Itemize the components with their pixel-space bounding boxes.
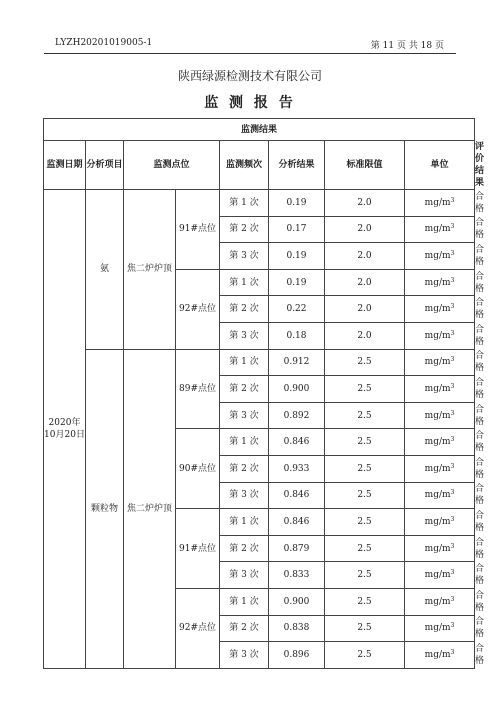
unit-base: mg/m <box>424 490 451 501</box>
result-cell: 0.18 <box>269 322 325 349</box>
frequency-cell: 第 1 次 <box>220 588 269 615</box>
result-cell: 0.846 <box>269 482 325 509</box>
unit-cell <box>405 216 475 243</box>
result-cell: 0.896 <box>269 642 325 669</box>
unit-cell <box>405 296 475 323</box>
column-header-date: 监测日期 <box>44 141 86 190</box>
page-number: 第 11 页 共 18 页 <box>370 41 444 51</box>
unit-exponent: 3 <box>450 276 455 284</box>
unit-cell <box>405 429 475 456</box>
limit-cell: 2.5 <box>325 588 405 615</box>
monitoring-point: 89#点位 <box>176 349 220 429</box>
unit-cell <box>405 588 475 615</box>
unit-base: mg/m <box>424 543 451 554</box>
table-row: 92#点位 第 1 次 0.900 2.5 $mg/m^3$ 合格 <box>44 588 475 615</box>
limit-cell: 2.5 <box>325 455 405 482</box>
table-row: 第 2 次 0.933 2.5 $mg/m^3$ 合格 <box>44 455 475 482</box>
unit-exponent: 3 <box>450 382 455 390</box>
column-header-location: 监测点位 <box>124 141 220 190</box>
column-header-item: 分析项目 <box>86 141 124 190</box>
limit-cell: 2.5 <box>325 535 405 562</box>
table-row: 第 3 次 0.892 2.5 $mg/m^3$ 合格 <box>44 402 475 429</box>
table-row: 第 3 次 0.19 2.0 $mg/m^3$ 合格 <box>44 243 475 270</box>
frequency-cell: 第 2 次 <box>220 455 269 482</box>
monitoring-location: 焦二炉炉顶 <box>124 190 176 350</box>
unit-cell <box>405 535 475 562</box>
result-cell: 0.19 <box>269 243 325 270</box>
analysis-item: 氨 <box>86 190 124 350</box>
result-cell: 0.900 <box>269 376 325 403</box>
result-cell: 0.19 <box>269 190 325 217</box>
unit-exponent: 3 <box>450 622 455 630</box>
company-name: 陕西绿源检测技术有限公司 <box>177 69 322 83</box>
unit-base: mg/m <box>424 357 451 368</box>
column-header-result: 分析结果 <box>269 141 325 190</box>
result-cell: 0.892 <box>269 402 325 429</box>
monitoring-point: 91#点位 <box>176 509 220 589</box>
result-cell: 0.846 <box>269 509 325 536</box>
monitoring-point: 92#点位 <box>176 588 220 668</box>
result-cell: 0.17 <box>269 216 325 243</box>
unit-cell <box>405 322 475 349</box>
unit-exponent: 3 <box>450 462 455 470</box>
table-row: 第 3 次 0.846 2.5 $mg/m^3$ 合格 <box>44 482 475 509</box>
result-cell: 0.900 <box>269 588 325 615</box>
limit-cell: 2.0 <box>325 269 405 296</box>
frequency-cell: 第 3 次 <box>220 402 269 429</box>
limit-cell: 2.0 <box>325 296 405 323</box>
table-row: 第 2 次 0.22 2.0 $mg/m^3$ 合格 <box>44 296 475 323</box>
unit-base: mg/m <box>424 437 451 448</box>
unit-base: mg/m <box>424 383 451 394</box>
monitoring-results-table: 监测结果 监测日期 分析项目 监测点位 监测频次 分析结果 标准限值 单位 评价结果 2020年10月20日 氨 焦二炉炉顶 91#点位 第 1 次 0.19 2.0 $mg/m^3$ 合格 第 2 次 0.17 2.0 $mg/m^3$ 合格 第 3 次 0.19 2.0 $mg/m^3$ 合格 92#点位 第 1 次 0.19 2.0 $mg/m^3$ 合格 第 2 次 0.22 2.0 $mg/m^3$ 合格 第 3 次 0.18 2.0 $mg/m^3$ 合格 颗粒物 焦二炉炉顶 89#点位 第 1 次 0.912 2.5 $mg/m^3$ 合格 第 2 次 0.900 2.5 $mg/m^3$ 合格 第 3 次 0.892 2.5 $mg/m^3$ 合格 90#点位 第 1 次 0.846 2.5 $mg/m^3$ 合格 第 2 次 0.933 2.5 $mg/m^3$ 合格 第 3 次 0.846 2.5 $mg/m^3$ 合格 91#点位 第 1 次 0.846 2.5 $mg/m^3$ 合格 第 2 次 0.879 2.5 $mg/m^3$ 合格 第 3 次 0.833 2.5 $mg/m^3$ 合格 92#点位 第 1 次 0.900 2.5 $mg/m^3$ 合格 第 2 次 0.838 2.5 $mg/m^3$ 合格 第 3 次 0.896 2.5 $mg/m^3$ 合格 <box>43 118 475 669</box>
table-row: 92#点位 第 1 次 0.19 2.0 $mg/m^3$ 合格 <box>44 269 475 296</box>
page-title: 监 测 报 告 <box>204 95 296 111</box>
unit-exponent: 3 <box>450 542 455 550</box>
unit-base: mg/m <box>424 224 451 235</box>
table-row: 2020年10月20日 氨 焦二炉炉顶 91#点位 第 1 次 0.19 2.0 $mg/m^3$ 合格 <box>44 190 475 217</box>
frequency-cell: 第 2 次 <box>220 615 269 642</box>
result-cell: 0.846 <box>269 429 325 456</box>
unit-exponent: 3 <box>450 436 455 444</box>
unit-exponent: 3 <box>450 489 455 497</box>
unit-exponent: 3 <box>450 595 455 603</box>
unit-exponent: 3 <box>450 648 455 656</box>
unit-base: mg/m <box>424 250 451 261</box>
limit-cell: 2.5 <box>325 349 405 376</box>
column-header-unit: 单位 <box>405 141 475 190</box>
unit-base: mg/m <box>424 410 451 421</box>
monitoring-point: 92#点位 <box>176 269 220 349</box>
frequency-cell: 第 2 次 <box>220 296 269 323</box>
unit-exponent: 3 <box>450 303 455 311</box>
result-cell: 0.838 <box>269 615 325 642</box>
unit-cell <box>405 402 475 429</box>
limit-cell: 2.5 <box>325 429 405 456</box>
table-row: 第 2 次 0.17 2.0 $mg/m^3$ 合格 <box>44 216 475 243</box>
unit-exponent: 3 <box>450 249 455 257</box>
unit-cell <box>405 190 475 217</box>
unit-exponent: 3 <box>450 223 455 231</box>
result-cell: 0.933 <box>269 455 325 482</box>
limit-cell: 2.5 <box>325 402 405 429</box>
table-row: 第 3 次 0.833 2.5 $mg/m^3$ 合格 <box>44 562 475 589</box>
column-header-frequency: 监测频次 <box>220 141 269 190</box>
unit-cell <box>405 349 475 376</box>
limit-cell: 2.0 <box>325 243 405 270</box>
unit-exponent: 3 <box>450 356 455 364</box>
unit-base: mg/m <box>424 197 451 208</box>
unit-cell <box>405 243 475 270</box>
result-cell: 0.22 <box>269 296 325 323</box>
limit-cell: 2.0 <box>325 322 405 349</box>
unit-cell <box>405 642 475 669</box>
result-cell: 0.833 <box>269 562 325 589</box>
table-row: 第 3 次 0.896 2.5 $mg/m^3$ 合格 <box>44 642 475 669</box>
frequency-cell: 第 2 次 <box>220 535 269 562</box>
unit-exponent: 3 <box>450 329 455 337</box>
frequency-cell: 第 1 次 <box>220 509 269 536</box>
frequency-cell: 第 3 次 <box>220 243 269 270</box>
limit-cell: 2.5 <box>325 562 405 589</box>
frequency-cell: 第 1 次 <box>220 349 269 376</box>
monitoring-date: 2020年10月20日 <box>44 190 86 669</box>
unit-base: mg/m <box>424 570 451 581</box>
table-row: 90#点位 第 1 次 0.846 2.5 $mg/m^3$ 合格 <box>44 429 475 456</box>
monitoring-point: 91#点位 <box>176 190 220 270</box>
frequency-cell: 第 3 次 <box>220 322 269 349</box>
frequency-cell: 第 3 次 <box>220 562 269 589</box>
result-cell: 0.879 <box>269 535 325 562</box>
result-cell: 0.19 <box>269 269 325 296</box>
table-row: 第 2 次 0.879 2.5 $mg/m^3$ 合格 <box>44 535 475 562</box>
table-caption: 监测结果 <box>44 119 475 141</box>
limit-cell: 2.5 <box>325 482 405 509</box>
table-row: 第 3 次 0.18 2.0 $mg/m^3$ 合格 <box>44 322 475 349</box>
unit-exponent: 3 <box>450 515 455 523</box>
limit-cell: 2.5 <box>325 642 405 669</box>
unit-base: mg/m <box>424 304 451 315</box>
limit-cell: 2.5 <box>325 376 405 403</box>
unit-cell <box>405 482 475 509</box>
monitoring-point: 90#点位 <box>176 429 220 509</box>
table-row: 第 2 次 0.838 2.5 $mg/m^3$ 合格 <box>44 615 475 642</box>
frequency-cell: 第 1 次 <box>220 190 269 217</box>
unit-base: mg/m <box>424 277 451 288</box>
unit-cell <box>405 269 475 296</box>
column-header-limit: 标准限值 <box>325 141 405 190</box>
monitoring-location: 焦二炉炉顶 <box>124 349 176 668</box>
limit-cell: 2.0 <box>325 190 405 217</box>
unit-base: mg/m <box>424 649 451 660</box>
unit-exponent: 3 <box>450 569 455 577</box>
unit-cell <box>405 615 475 642</box>
frequency-cell: 第 3 次 <box>220 642 269 669</box>
frequency-cell: 第 1 次 <box>220 429 269 456</box>
unit-base: mg/m <box>424 330 451 341</box>
table-row: 第 2 次 0.900 2.5 $mg/m^3$ 合格 <box>44 376 475 403</box>
unit-base: mg/m <box>424 516 451 527</box>
unit-base: mg/m <box>424 463 451 474</box>
unit-cell <box>405 509 475 536</box>
unit-cell <box>405 455 475 482</box>
table-row: 颗粒物 焦二炉炉顶 89#点位 第 1 次 0.912 2.5 $mg/m^3$ 合格 <box>44 349 475 376</box>
analysis-item: 颗粒物 <box>86 349 124 668</box>
table-body <box>44 190 485 669</box>
limit-cell: 2.0 <box>325 216 405 243</box>
unit-base: mg/m <box>424 623 451 634</box>
result-cell: 0.912 <box>269 349 325 376</box>
header-divider <box>44 53 456 54</box>
frequency-cell: 第 2 次 <box>220 376 269 403</box>
limit-cell: 2.5 <box>325 509 405 536</box>
unit-cell <box>405 376 475 403</box>
unit-cell <box>405 562 475 589</box>
frequency-cell: 第 1 次 <box>220 269 269 296</box>
unit-exponent: 3 <box>450 196 455 204</box>
unit-exponent: 3 <box>450 409 455 417</box>
frequency-cell: 第 2 次 <box>220 216 269 243</box>
unit-base: mg/m <box>424 596 451 607</box>
report-id: LYZH20201019005-1 <box>55 38 153 48</box>
table-row: 91#点位 第 1 次 0.846 2.5 $mg/m^3$ 合格 <box>44 509 475 536</box>
limit-cell: 2.5 <box>325 615 405 642</box>
frequency-cell: 第 3 次 <box>220 482 269 509</box>
